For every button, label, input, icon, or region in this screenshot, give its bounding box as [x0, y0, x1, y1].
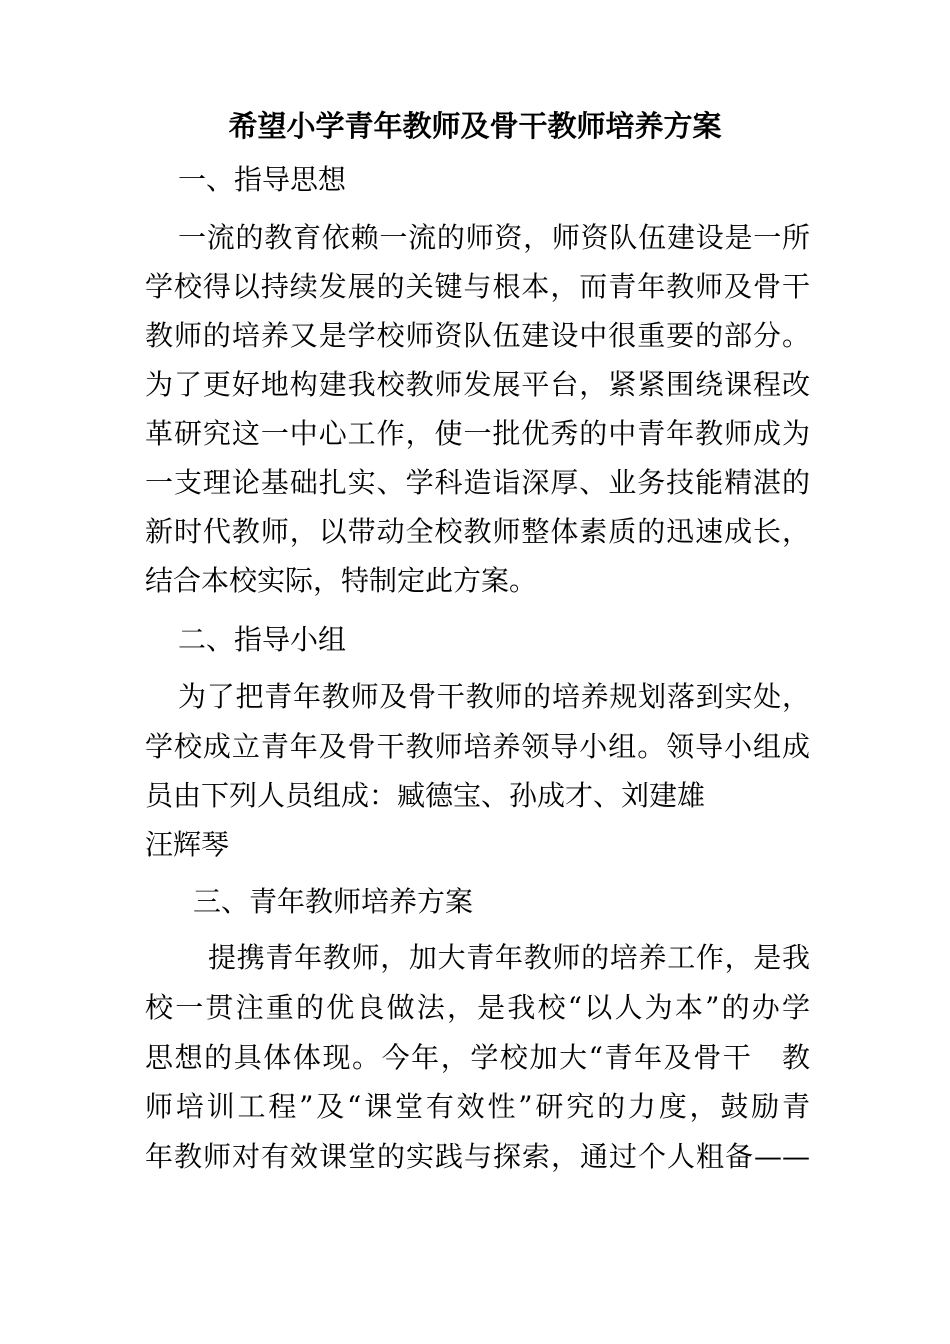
section-heading-1: 一、指导思想: [178, 163, 347, 196]
paragraph-line: 教师的培养又是学校师资队伍建设中很重要的部分。: [145, 319, 810, 352]
paragraph-line: 年教师对有效课堂的实践与探索，通过个人粗备——: [145, 1140, 810, 1173]
paragraph-line: 员由下列人员组成：臧德宝、孙成才、刘建雄: [145, 779, 706, 812]
section-heading-2: 二、指导小组: [178, 623, 347, 656]
section-heading-3: 三、青年教师培养方案: [193, 885, 474, 918]
document-title: 希望小学青年教师及骨干教师培养方案: [228, 109, 722, 143]
paragraph-line: 学校得以持续发展的关键与根本，而青年教师及骨干: [145, 270, 810, 303]
paragraph-line: 学校成立青年及骨干教师培养领导小组。领导小组成: [145, 730, 810, 763]
paragraph-line: 思想的具体体现。今年，学校加大“青年及骨干 教: [145, 1041, 810, 1074]
paragraph-line: 一流的教育依赖一流的师资，师资队伍建设是一所: [178, 221, 810, 254]
paragraph-line: 校一贯注重的优良做法，是我校“以人为本”的办学: [145, 991, 810, 1024]
paragraph-line: 革研究这一中心工作，使一批优秀的中青年教师成为: [145, 417, 810, 450]
paragraph-line: 汪辉琴: [145, 828, 230, 861]
paragraph-line: 一支理论基础扎实、学科造诣深厚、业务技能精湛的: [145, 466, 810, 499]
paragraph-line: 提携青年教师，加大青年教师的培养工作，是我: [208, 941, 810, 974]
paragraph-line: 新时代教师，以带动全校教师整体素质的迅速成长，: [145, 515, 810, 548]
paragraph-line: 结合本校实际，特制定此方案。: [145, 564, 538, 597]
paragraph-line: 为了把青年教师及骨干教师的培养规划落到实处，: [178, 680, 810, 713]
paragraph-line: 为了更好地构建我校教师发展平台，紧紧围绕课程改: [145, 368, 810, 401]
paragraph-line: 师培训工程”及“课堂有效性”研究的力度，鼓励青: [145, 1090, 810, 1123]
